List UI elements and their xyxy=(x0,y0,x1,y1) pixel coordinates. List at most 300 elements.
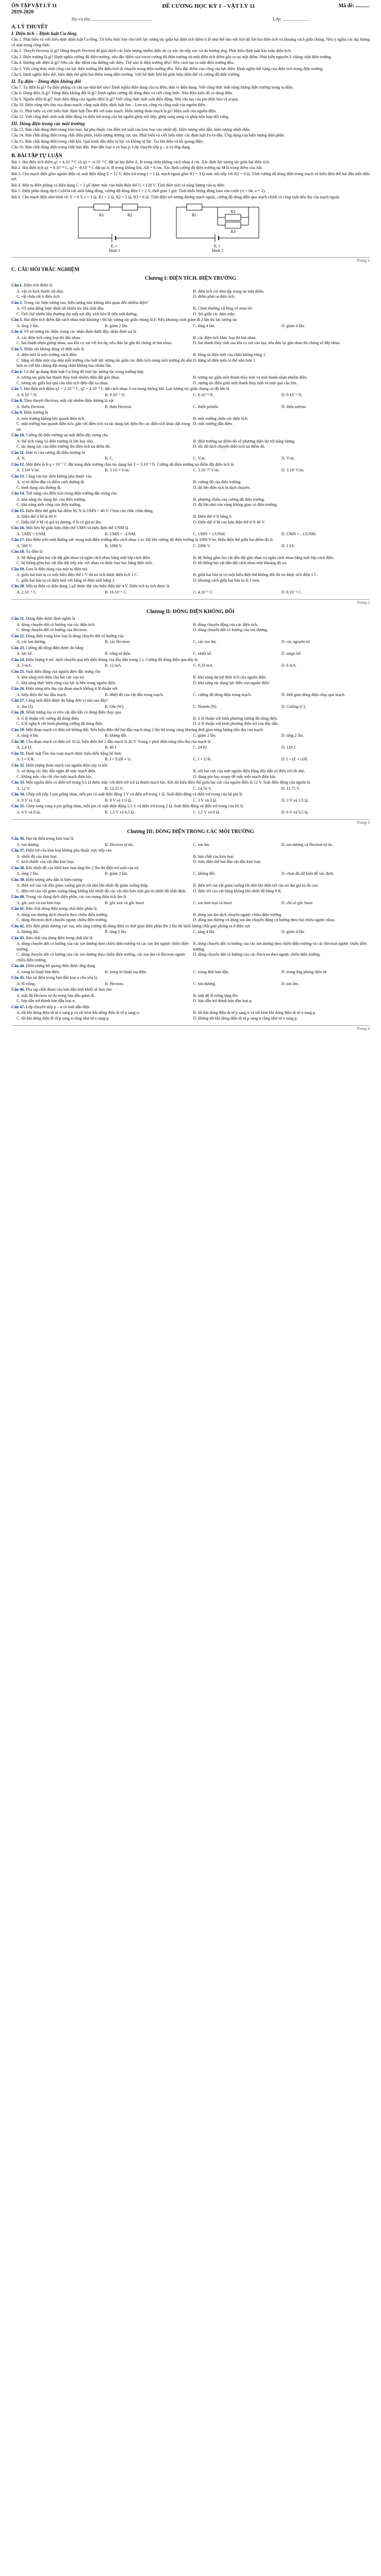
question-stem xyxy=(11,584,370,589)
answer-option[interactable]: C. hệ thống gồm hai vật dẫn đặt tiếp xúc với nhau và được bao bọc bằng điện môi. xyxy=(16,561,153,565)
answer-option[interactable]: D. 3.10³ V/m. xyxy=(281,468,305,472)
answer-option[interactable]: D. chưa đủ dữ kiện để xác định. xyxy=(281,871,334,876)
quiz-question xyxy=(11,369,370,386)
answer-option[interactable]: B. bản chất của kim loại. xyxy=(193,854,235,859)
answer-option[interactable]: C. các ion âm. xyxy=(193,639,217,644)
answer-option[interactable]: C. 1,5 V và 8 Ω. xyxy=(193,809,220,815)
answer-option[interactable]: D. ampe kế. xyxy=(281,651,302,656)
resistor-r2 xyxy=(122,204,138,210)
answer-option[interactable]: A. 3.10⁴ V/m. xyxy=(16,468,40,472)
answer-option[interactable]: B. UMN = –UNM. xyxy=(105,531,137,536)
answer-option[interactable]: D. tăng 2 lần. xyxy=(281,733,304,738)
question-stem xyxy=(11,474,370,480)
answer-option[interactable]: C. trong điốt bán dẫn. xyxy=(193,969,229,974)
answer-option[interactable]: C. thiếu prôtôn. xyxy=(193,404,219,409)
question-stem xyxy=(11,462,370,468)
answer-option[interactable]: D. giảm 4 lần. xyxy=(281,323,305,328)
question-number: Câu 9. xyxy=(11,410,23,415)
answer-option[interactable]: B. dòng chuyển động của các điện tích. xyxy=(193,622,258,627)
answer-option[interactable]: D. tương tác điện giữa một thanh thủy tinh và một quả cầu lớn. xyxy=(193,380,297,385)
answer-option[interactable]: D. 3 V và 1/3 Ω. xyxy=(281,798,309,803)
answer-option[interactable]: D. 120 J. xyxy=(281,745,296,750)
question-number: Câu 6. xyxy=(11,369,23,374)
answer-option[interactable]: A. sử dụng các dây dẫn ngắn để mắc mạch điện. xyxy=(16,769,96,773)
question-stem xyxy=(11,537,370,543)
theory-section-1 xyxy=(11,37,370,78)
answer-option[interactable]: B. tăng 2 lần. xyxy=(105,929,127,934)
answer-option[interactable]: C. khả năng sinh công của điện trường. xyxy=(16,502,81,507)
answer-option[interactable]: A. tăng 2 lần. xyxy=(16,323,39,328)
answer-option[interactable]: A. hiệu điện thế hai đầu mạch. xyxy=(16,692,67,697)
answer-option[interactable]: A. thể tích vùng có điện trường là lớn hay nhỏ. xyxy=(16,438,94,444)
question-stem xyxy=(11,836,370,842)
theory-paragraph: Câu 1. Phát biểu và viết biểu thức định luật Cu-lông. Từ biểu thức hãy cho biết lực tương tác giữa hai điện tích điểm tỉ lệ như thế nào với tích độ lớn hai điện tích và khoảng cách giữa chúng. Nêu ý nghĩa các đại lượng có mặt trong công thức. xyxy=(11,37,370,47)
answer-options xyxy=(11,663,370,669)
quiz-question xyxy=(11,549,370,566)
answer-option[interactable]: A. nhiệt độ của kim loại. xyxy=(16,854,58,859)
answer-option[interactable]: C. 3 V và 3 Ω. xyxy=(193,798,217,803)
answer-option[interactable]: C. giảm 2 lần. xyxy=(193,733,217,738)
quiz-question xyxy=(11,963,370,975)
answer-option[interactable]: D. dòng ion dương và dòng ion âm chuyển động có hướng theo hai chiều ngược nhau. xyxy=(193,918,336,922)
question-text: Mối liên hệ giữa hiệu điện thế UMN và hiệu điện thế UNM là xyxy=(26,526,128,530)
answer-option[interactable]: A. vị trí điểm đầu và điểm cuối đường đi. xyxy=(16,480,85,484)
quiz-question xyxy=(11,462,370,473)
answer-option[interactable]: B. điện tích coi như tập trung tại một điểm. xyxy=(193,289,264,294)
answer-option[interactable]: D. ion dương và êlectron tự do. xyxy=(281,842,334,847)
theory-paragraph: Câu 5. Viết công thức tính công của lực điện trường khi điện tích di chuyển trong điện trường đều. Nêu đặc điểm của công của lực điện. Định nghĩa thế năng của điện tích trong điện trường. xyxy=(11,66,324,71)
question-stem xyxy=(11,963,370,969)
answer-option[interactable]: C. tăng 4 lần. xyxy=(193,323,216,328)
answer-option[interactable]: D. tỉ lệ thuận với bình phương điện trở của dây dẫn. xyxy=(193,721,279,726)
answer-option[interactable]: C. V.m. xyxy=(193,456,206,461)
document-title: ĐỀ CƯƠNG HỌC KỲ 1 – VẬT LÝ 11 xyxy=(162,3,255,9)
question-text: Fara là điện dung của một tụ điện mà xyxy=(26,566,88,571)
answer-option[interactable]: C. tác dụng lực của điện trường lên điện tích tại điểm đó. xyxy=(16,444,111,449)
answer-option[interactable]: A. tương tác giữa hai thanh thủy tinh nhiễm điện đặt gần nhau. xyxy=(16,375,120,380)
answer-option[interactable]: B. trong kĩ thuật mạ điện. xyxy=(105,969,147,974)
answer-option[interactable]: D. các nguyên tử. xyxy=(281,639,311,644)
page-footer-1: Trang 1 xyxy=(11,257,370,263)
answer-options xyxy=(11,651,370,657)
answer-option[interactable]: A. ion dương. xyxy=(16,842,40,847)
answer-option[interactable]: B. phương chiều của cường độ điện trường. xyxy=(193,497,266,502)
answer-option[interactable]: D. điểm phát ra điện tích. xyxy=(193,294,236,299)
theory-subheading-3: III. Dòng điện trong các môi trường xyxy=(11,121,85,127)
answer-option[interactable]: B. 9 V và 1/3 Ω. xyxy=(105,798,132,803)
quiz-question xyxy=(11,894,370,906)
answer-option[interactable]: D. khoảng cách giữa hai bản tụ là 1 mm. xyxy=(193,578,260,583)
question-text: Thế năng của điện tích trong điện trường đặc trưng cho xyxy=(26,491,117,496)
answer-option[interactable]: C. dòng êlectron dịch chuyển ngược chiều điện trường. xyxy=(16,918,108,922)
answer-option[interactable]: D. Điện thế ở M cao hơn điện thế ở N 40 V. xyxy=(193,519,266,524)
figure-2-caption: Hình 2 xyxy=(212,248,223,253)
question-stem xyxy=(11,317,370,323)
question-stem xyxy=(11,549,370,555)
answer-option[interactable]: A. dòng chuyển dời có hướng của các ion dương theo chiều điện trường và các ion âm ngược chiều điện trường. xyxy=(16,941,189,952)
question-text: Điện lượng 6 mC dịch chuyển qua tiết diện thẳng của dây dẫn trong 2 s. Cường độ dòng điện qua dây là xyxy=(26,657,198,662)
answer-option[interactable]: B. nhiệt độ của vật dẫn trong mạch. xyxy=(105,692,164,697)
question-stem xyxy=(11,924,370,929)
answer-option[interactable]: B. tương tác giữa một thanh thủy tinh và một thanh nhựa nhiễm điện. xyxy=(193,375,308,380)
answer-option[interactable]: B. 1000 V. xyxy=(105,543,123,548)
question-text: Dòng điện trong kim loại là dòng chuyển dời có hướng của xyxy=(26,633,124,638)
answer-option[interactable]: A. 3 mA. xyxy=(16,663,32,668)
answer-option[interactable]: A. lỗ trống. xyxy=(16,981,36,986)
answer-option[interactable]: A. môi trường không khí quanh điện tích. xyxy=(16,416,86,421)
answer-option[interactable]: A. 2,4 kJ. xyxy=(16,745,32,750)
answer-option[interactable]: A. Jun (J). xyxy=(16,704,34,709)
answer-option[interactable]: C. không đổi. xyxy=(193,871,216,876)
quiz-question xyxy=(11,848,370,865)
answer-option[interactable]: A. tăng 4 lần. xyxy=(16,733,39,738)
answer-option[interactable]: B. êlectron. xyxy=(105,981,124,986)
figure-1-caption: Hình 1 xyxy=(109,248,120,253)
answer-option[interactable]: B. 16.10⁻⁶ C. xyxy=(105,589,127,595)
answer-option[interactable]: B. C. xyxy=(105,456,113,461)
question-text: Hai điện tích điểm đặt cách nhau một khoảng r thì lực tương tác giữa chúng là F. Nếu khoảng cách giảm đi 2 lần thì lực tương tác xyxy=(24,317,238,322)
question-number: Câu 15. xyxy=(11,508,25,513)
answer-options xyxy=(11,675,370,686)
theory-paragraph: Câu 2. Thuyết êlectron là gì? Dùng thuyết êlectron để giải thích các hiện tượng nhiễm điện do cọ xát, do tiếp xúc và do hưởng ứng. Phát biểu định luật bảo toàn điện tích. xyxy=(11,48,292,53)
answer-option[interactable]: B. nối hai cực của một nguồn điện bằng dây dẫn có điện trở rất nhỏ. xyxy=(193,769,306,773)
answer-options xyxy=(11,901,370,906)
answer-option[interactable]: D. Culông (C). xyxy=(281,704,306,709)
label-source-fig2: E, r xyxy=(214,244,220,248)
answer-option[interactable]: C. kích thước của vật dẫn kim loại. xyxy=(16,859,75,864)
answer-option[interactable]: A. tăng 2 lần. xyxy=(16,871,39,876)
question-text: Bản chất dòng điện trong chất điện phân là xyxy=(26,906,97,911)
answer-option[interactable]: A. dòng ion dương dịch chuyển theo chiều điện trường. xyxy=(16,912,108,917)
answer-option[interactable]: C. môi trường bao quanh điện tích, gắn với điện tích và tác dụng lực điện lên các điện tích khác đặt trong nó. xyxy=(16,421,190,432)
question-number: Câu 10. xyxy=(11,433,25,437)
answer-option[interactable]: A. 500 V. xyxy=(16,543,32,548)
question-text: Hiệu điện thế giữa hai điểm M, N là UMN = 40 V. Chọn câu chắc chắn đúng. xyxy=(26,508,154,513)
question-number: Câu 47. xyxy=(11,1004,25,1009)
answer-option[interactable]: A. I = E/R. xyxy=(16,757,35,761)
answer-option[interactable]: A. hệ thống gồm hai vật đặt gần nhau và ngăn cách nhau bằng một lớp cách điện. xyxy=(16,555,151,560)
question-number: Câu 45. xyxy=(11,975,25,980)
answer-option[interactable]: B. hằng số điện môi của chân không bằng 1. xyxy=(193,352,267,357)
answer-option[interactable]: C. I = U/R. xyxy=(193,757,212,761)
answer-option[interactable]: A. trong kĩ thuật hàn điện. xyxy=(16,969,60,974)
answer-option[interactable]: B. 40 J. xyxy=(105,745,118,750)
answer-option[interactable]: C. 8.10⁻⁹ N. xyxy=(193,392,214,397)
answer-option[interactable]: C. tỉ lệ nghịch với bình phương cường độ dòng điện. xyxy=(16,721,104,726)
answer-option[interactable]: D. 8.10⁻⁶ C. xyxy=(281,589,302,595)
question-number: Câu 29. xyxy=(11,727,25,732)
answer-option[interactable]: A. không đổi. xyxy=(16,929,39,934)
quiz-question xyxy=(11,283,370,300)
question-text: Lớp chuyển tiếp p – n có tính dẫn điện xyxy=(26,1004,90,1009)
page-footer-3: Trang 3 xyxy=(11,819,370,825)
answer-option[interactable]: A. lực kế. xyxy=(16,651,33,656)
answer-option[interactable]: D. dùng pin hay acquy để mắc một mạch điện kín. xyxy=(193,774,276,779)
answer-option[interactable]: B. không đổi. xyxy=(105,733,127,738)
exercise-list xyxy=(11,160,370,200)
quiz-chapter-3 xyxy=(11,836,370,1021)
answer-option[interactable]: C. Ôtô chở nhiên liệu thường thả một sợi dây xích kéo lê trên mặt đường. xyxy=(16,311,138,316)
answer-option[interactable]: B. 9.10⁻⁵ N. xyxy=(105,392,126,397)
theory-paragraph: Câu 12. Viết công thức tính suất điện động và điện trở trong của bộ nguồn ghép nối tiếp, ghép song song và ghép hỗn hợp đối xứng. xyxy=(11,114,229,119)
answer-option[interactable]: C. Niutơn (N). xyxy=(193,704,218,709)
answer-option[interactable]: A. thiếu êlectron. xyxy=(16,404,45,409)
answer-option[interactable]: D. điện trở của vật bằng không khi nhiệt độ bằng 0 K. xyxy=(193,888,283,893)
quiz-question xyxy=(11,329,370,346)
theory-paragraph: Câu 6. Định nghĩa điện thế, hiệu điện thế giữa hai điểm trong điện trường. Viết hệ thức liên hệ giữa hiệu điện thế và cường độ điện trường. xyxy=(11,72,241,77)
quiz-question xyxy=(11,792,370,803)
quiz-question xyxy=(11,936,370,963)
answer-option[interactable]: C. ion dương. xyxy=(193,981,216,986)
question-text: Định luật Ôm cho toàn mạch được biểu diễn bằng hệ thức xyxy=(26,751,122,756)
answer-option[interactable]: C. cường độ dòng điện trong mạch. xyxy=(193,692,252,697)
page-footer-2: Trang 2 xyxy=(11,599,370,605)
answer-option[interactable]: A. 12 V. xyxy=(16,786,30,791)
question-text: Cho đoạn mạch có điện trở 10 Ω, hiệu điện thế 2 đầu mạch là 20 V. Trong 1 phút điện năng tiêu thụ của mạch là xyxy=(26,739,211,744)
question-stem xyxy=(11,509,370,514)
chapter-1-title: Chương I: ĐIỆN TÍCH. ĐIỆN TRƯỜNG xyxy=(145,276,236,281)
answer-option[interactable]: B. giảm 2 lần. xyxy=(105,323,128,328)
answer-option[interactable]: B. Oát (W). xyxy=(105,704,125,709)
answer-option[interactable]: A. các ion dương. xyxy=(16,639,46,644)
question-text: Theo thuyết êlectron, một vật nhiễm điện dương là vật xyxy=(24,398,114,403)
answer-option[interactable]: A. 8.10⁻⁵ N. xyxy=(16,392,38,397)
label-r1-fig2: R1 xyxy=(192,213,197,217)
answer-option[interactable]: B. 3.10⁻⁴ V/m. xyxy=(105,468,130,472)
answer-option[interactable]: B. tốt khi dòng điện đi từ p sang n và rất kém khi dòng điện đi từ n sang p. xyxy=(193,1010,316,1015)
theory-paragraph: Câu 8. Dòng điện là gì? Dòng điện không đổi là gì? Định nghĩa cường độ dòng điện và viết công thức. Nêu điều kiện để có dòng điện. xyxy=(11,91,233,95)
question-number: Câu 13. xyxy=(11,473,25,479)
answer-option[interactable]: D. thời gian dòng điện chạy qua mạch. xyxy=(281,692,345,697)
answer-option[interactable]: B. I = E/(R + r). xyxy=(105,757,131,761)
theory-paragraph: Bài 1. Hai điện tích điểm q1 = 4.10⁻⁸ C và q2 = -4.10⁻⁸ C đặt tại hai điểm A, B trong chân không cách nhau 4 cm. Xác định lực tương tác giữa hai điện tích. xyxy=(11,159,270,164)
question-text: Tụ điện là xyxy=(26,549,43,554)
theory-paragraph: Bài 5. Điện phân dung dịch CuSO4 với anôt bằng đồng, cường độ dòng điện I = 2 A, thời gian 1 giờ. Tính khối lượng đồng bám vào catôt (A = 64, n = 2). xyxy=(11,189,266,193)
quiz-question xyxy=(11,669,370,686)
answer-options xyxy=(11,572,370,583)
answer-option[interactable]: A. khả năng tác dụng lực của điện trường. xyxy=(16,497,86,502)
answer-options xyxy=(11,929,370,935)
answer-option[interactable]: A. UMN = UNM. xyxy=(16,531,46,536)
answer-option[interactable]: C. 0,33 mA. xyxy=(193,663,213,668)
answer-option[interactable]: B. 12,25 V. xyxy=(105,786,124,791)
question-text: Bản chất của dòng điện trong chất khí là xyxy=(26,935,93,940)
school-label: ÔN TẬP VẬT LÝ 11 xyxy=(11,3,57,9)
answer-option[interactable]: D. hai thanh thủy tinh sau khi cọ xát vào lụa, nếu đưa lại gần nhau thì chúng sẽ đẩy nhau. xyxy=(193,341,341,345)
answer-option[interactable]: D. UMN = –1/UNM. xyxy=(281,531,317,536)
answer-option[interactable]: A. dòng chuyển dời có hướng của các điện tích. xyxy=(16,622,95,627)
answer-option[interactable]: B. dòng chuyển dời có hướng của các ion dương theo chiều điện trường và các êlectron ngược chiều điện trường. xyxy=(193,941,367,952)
answer-option[interactable]: A. gốc axit và ion kim loại. xyxy=(16,900,62,905)
answer-option[interactable]: D. dòng chuyển dời có hướng của các êlectron theo ngược chiều điện trường. xyxy=(193,952,321,957)
answer-option[interactable]: C. hình dạng của đường đi. xyxy=(16,485,61,490)
quiz-question xyxy=(11,386,370,398)
quiz-question xyxy=(11,317,370,329)
answer-option[interactable]: D. tốc độ dịch chuyển điện tích tại điểm đó. xyxy=(193,444,266,449)
question-number: Câu 40. xyxy=(11,894,25,899)
answer-option[interactable]: B. điện trở của vật giảm xuống rất nhỏ khi điện trở của nó đạt giá trị đủ cao. xyxy=(193,883,319,888)
theory-paragraph: Câu 10. Điện năng tiêu thụ của đoạn mạch, công suất điện, định luật Jun – Len-xơ, công và công suất của nguồn điện. xyxy=(11,103,206,107)
question-number: Câu 2. xyxy=(11,300,23,305)
answer-option[interactable]: A. giữa hai bản tụ có một hiệu điện thế 1 V thì nó tích được điện tích 1 C. xyxy=(16,572,138,577)
question-stem xyxy=(11,329,370,335)
quiz-question xyxy=(11,616,370,633)
answer-option[interactable]: A. 6 V và 8 Ω. xyxy=(16,809,41,815)
answer-option[interactable]: C. nhiệt kế. xyxy=(193,651,212,656)
circuit-diagram-2 xyxy=(171,202,264,248)
answer-option[interactable]: C. tăng 4 lần. xyxy=(193,929,216,934)
answer-option[interactable]: A. khả năng tích điện cho hai cực của nó. xyxy=(16,675,85,680)
question-stem xyxy=(11,780,370,786)
answer-option[interactable]: B. các điện tích khác loại thì hút nhau. xyxy=(193,335,257,340)
answer-option[interactable]: A. tốt khi dòng điện đi từ n sang p và rất kém khi dòng điện đi từ p sang n. xyxy=(16,1010,140,1015)
question-number: Câu 12. xyxy=(11,462,25,467)
answer-option[interactable]: B. công tơ điện. xyxy=(105,651,131,656)
answer-option[interactable]: B. Chim thường xù lông về mùa rét. xyxy=(193,306,253,311)
answer-option[interactable]: A. điện trở của vật dẫn giảm xuống giá trị rất nhỏ khi nhiệt độ giảm xuống thấp. xyxy=(16,883,149,888)
answer-options xyxy=(11,786,370,792)
answer-option[interactable]: D. 6 V và 0,5 Ω. xyxy=(281,809,309,815)
answer-option[interactable]: D. thừa nơtron. xyxy=(281,404,307,409)
answer-option[interactable]: C. tương tác giữa hai quả cầu nhỏ tích điện đặt xa nhau. xyxy=(16,380,109,385)
answer-option[interactable]: C. ion âm. xyxy=(193,842,210,847)
answer-option[interactable]: D. hệ thống hai vật dẫn đặt cách nhau một khoảng đủ xa. xyxy=(193,561,287,565)
question-number: Câu 17. xyxy=(11,537,25,542)
answer-option[interactable]: D. V/m. xyxy=(281,456,295,461)
answer-option[interactable]: B. dòng ion âm dịch chuyển ngược chiều điện trường. xyxy=(193,912,283,917)
answer-option[interactable]: A. Điện thế ở M là 40 V. xyxy=(16,514,57,519)
school-year: 2019-2020 xyxy=(11,9,34,15)
answer-option[interactable]: C. UMN = 1/UNM. xyxy=(193,531,226,536)
answer-option[interactable]: B. Điện thế ở N bằng 0. xyxy=(193,514,233,519)
answer-option[interactable]: A. 2.10⁻⁶ C. xyxy=(16,589,38,595)
quiz-question xyxy=(11,300,370,317)
answer-option[interactable]: B. hệ thống gồm hai vật dẫn đặt gần nhau và ngăn cách nhau bằng một lớp cách điện. xyxy=(193,555,334,560)
question-stem xyxy=(11,804,370,809)
question-text: Hiện tượng hồ quang điện được ứng dụng xyxy=(26,963,95,968)
label-r1: R1 xyxy=(99,213,104,217)
answer-options xyxy=(11,590,370,596)
answer-option[interactable]: D. khả năng tác dụng lực điện của nguồn điện. xyxy=(193,680,270,685)
answer-option[interactable]: A. tỉ lệ thuận với cường độ dòng điện. xyxy=(16,716,80,721)
question-stem xyxy=(11,646,370,651)
quiz-question xyxy=(11,727,370,739)
answer-option[interactable]: C. tốt khi dòng điện đi từ p sang n cũng như từ n sang p. xyxy=(16,1015,110,1021)
answer-option[interactable]: B. giảm 2 lần. xyxy=(105,871,128,876)
answer-option[interactable]: A. các điện tích cùng loại thì đẩy nhau. xyxy=(16,335,81,340)
circuit-figures xyxy=(73,202,370,253)
answer-option[interactable]: D. 9.10⁻⁶ N. xyxy=(281,392,303,397)
answer-option[interactable]: D. Sét giữa các đám mây. xyxy=(193,311,236,316)
question-number: Câu 8. xyxy=(11,398,23,403)
answer-options xyxy=(11,854,370,865)
answer-option[interactable]: A. Về mùa đông lược dính rất nhiều tóc khi chải đầu. xyxy=(16,306,105,311)
answer-option[interactable]: D. không tốt khi dòng điện đi từ p sang n cũng như từ n sang p. xyxy=(193,1015,298,1021)
answer-option[interactable]: C. vật chứa rất ít điện tích. xyxy=(16,294,61,299)
answer-option[interactable]: D. trong ống phóng điện tử. xyxy=(281,969,327,974)
answer-option[interactable]: B. khả năng dự trữ điện tích của nguồn điện. xyxy=(193,675,267,680)
answer-option[interactable]: B. giữa hai bản tụ có một hiệu điện thế không đổi thì nó được tích điện 1 C. xyxy=(193,572,318,577)
answer-option[interactable]: B. gốc axit và gốc bazơ. xyxy=(105,900,145,905)
answer-option[interactable]: B. cường độ của điện trường. xyxy=(193,480,242,484)
answer-option[interactable]: C. giữa hai bản tụ có điện môi với hằng số điện môi bằng 1. xyxy=(16,578,115,583)
answer-option[interactable]: C. bán dẫn trở thành bán dẫn loại n. xyxy=(16,998,76,1003)
answer-option[interactable]: C. 4.10⁻⁶ C. xyxy=(193,589,214,595)
answer-option[interactable]: D. hiệu điện thế hai đầu vật dẫn kim loại. xyxy=(193,859,261,864)
answer-option[interactable]: B. điện trường tại điểm đó về phương diện dự trữ năng lượng. xyxy=(193,438,295,444)
answer-option[interactable]: D. dòng chuyển dời có hướng của ion dương. xyxy=(193,628,268,632)
answer-option[interactable]: A. mật độ êlectron tự do trong bán dẫn giảm đi. xyxy=(16,993,95,998)
answer-option[interactable]: D. độ lớn điện tích bị dịch chuyển. xyxy=(193,485,251,490)
answer-option[interactable]: B. các êlectron. xyxy=(105,639,130,644)
answer-option[interactable]: D. độ lớn nhỏ của vùng không gian có điện trường. xyxy=(193,502,278,507)
answer-option[interactable]: D. bán dẫn trở thành bán dẫn loại p. xyxy=(193,998,253,1003)
answer-option[interactable]: C. điện trở của vật giảm xuống bằng không khi nhiệt độ của vật nhỏ hơn một giá trị nhiệt độ nhất định. xyxy=(16,888,187,893)
quiz-question xyxy=(11,526,370,537)
answer-option[interactable]: A. vật có kích thước rất nhỏ. xyxy=(16,289,64,294)
answer-option[interactable]: C. dòng chuyển dời có hướng của êlectron. xyxy=(16,628,88,632)
answer-option[interactable]: D. hằng số điện môi có thể nhỏ hơn 1. xyxy=(193,358,256,363)
question-number: Câu 16. xyxy=(11,526,25,530)
answer-option[interactable]: C. 14,50 V. xyxy=(193,786,212,791)
theory-paragraph: Bài 4. Một tụ điện phẳng có điện dung C = 2 μF được mắc vào hiệu điện thế U = 120 V. Tính điện tích và năng lượng của tụ điện. xyxy=(11,182,225,188)
document-header xyxy=(11,3,370,15)
answer-option[interactable]: A. 9 V và 3 Ω. xyxy=(16,798,41,803)
answer-option[interactable]: C. 3.10⁻¹⁰ V/m. xyxy=(193,468,220,472)
answer-option[interactable]: B. môi trường chứa các điện tích. xyxy=(193,416,249,421)
answer-option[interactable]: C. dòng chuyển dời có hướng của các ion dương theo chiều điện trường, các ion âm và êlectron ngược chiều điện trường. xyxy=(16,952,186,962)
answer-option[interactable]: D. 1 kV. xyxy=(281,543,295,548)
answer-option[interactable]: D. 6 mA. xyxy=(281,663,297,668)
answer-option[interactable]: D. giảm 4 lần. xyxy=(281,929,305,934)
answer-option[interactable]: C. Điện thế ở M có giá trị dương, ở N có giá trị âm. xyxy=(16,519,102,524)
answer-option[interactable]: A. điện môi là môi trường cách điện. xyxy=(16,352,78,357)
answer-option[interactable]: B. thừa êlectron. xyxy=(105,404,132,409)
answer-options xyxy=(11,692,370,698)
theory-paragraph: Câu 9. Nguồn điện là gì? Suất điện động của nguồn điện là gì? Viết công thức tính suất điện động. Nêu cấu tạo của pin điện hóa và acquy. xyxy=(11,96,239,101)
answer-option[interactable]: C. 24 kJ. xyxy=(193,745,208,750)
answer-option[interactable]: B. mật độ lỗ trống tăng lên. xyxy=(193,993,239,998)
question-number: Câu 27. xyxy=(11,698,25,703)
answer-option[interactable]: C. 2000 V. xyxy=(193,543,211,548)
answer-option[interactable]: C. hai thanh nhựa giống nhau, sau khi cọ xát với len dạ, nếu đưa lại gần thì chúng sẽ hút nhau. xyxy=(16,341,172,345)
answer-option[interactable]: C. khả năng thực hiện công của lực lạ bên trong nguồn điện. xyxy=(16,680,117,685)
question-number: Câu 32. xyxy=(11,762,25,768)
question-stem xyxy=(11,491,370,497)
answer-options xyxy=(11,393,370,398)
answer-option[interactable]: D. I = (E + r)/R. xyxy=(281,757,308,761)
answer-option[interactable]: A. N. xyxy=(16,456,26,461)
answer-options xyxy=(11,306,370,317)
answer-option[interactable]: C. không mắc cầu chì cho một mạch điện kín. xyxy=(16,774,92,779)
answer-option[interactable]: D. môi trường dẫn điện. xyxy=(193,421,233,426)
answer-option[interactable]: C. ion kim loại và bazơ. xyxy=(193,900,233,905)
question-number: Câu 21. xyxy=(11,616,25,621)
answer-option[interactable]: D. chỉ có gốc bazơ. xyxy=(281,900,313,905)
answer-option[interactable]: B. êlectron tự do. xyxy=(105,842,134,847)
student-info xyxy=(11,16,370,22)
answer-option[interactable]: C. hằng số điện môi của một môi trường cho biết lực tương tác giữa các điện tích trong môi trường đó nhỏ hơn so với khi chúng đặt trong chân không bao nhiêu lần. xyxy=(16,358,192,368)
question-stem xyxy=(11,698,370,704)
answer-option[interactable]: B. tỉ lệ thuận với bình phương cường độ dòng điện. xyxy=(193,716,278,721)
answer-option[interactable]: D. 11,75 V. xyxy=(281,786,300,791)
answer-option[interactable]: D. ion âm. xyxy=(281,981,299,986)
answer-option[interactable]: B. 12 mA. xyxy=(105,663,122,668)
answer-options xyxy=(11,639,370,645)
answer-options xyxy=(11,970,370,975)
question-number: Câu 39. xyxy=(11,877,25,882)
answer-option[interactable]: B. 1,5 V và 0,5 Ω. xyxy=(105,809,135,815)
